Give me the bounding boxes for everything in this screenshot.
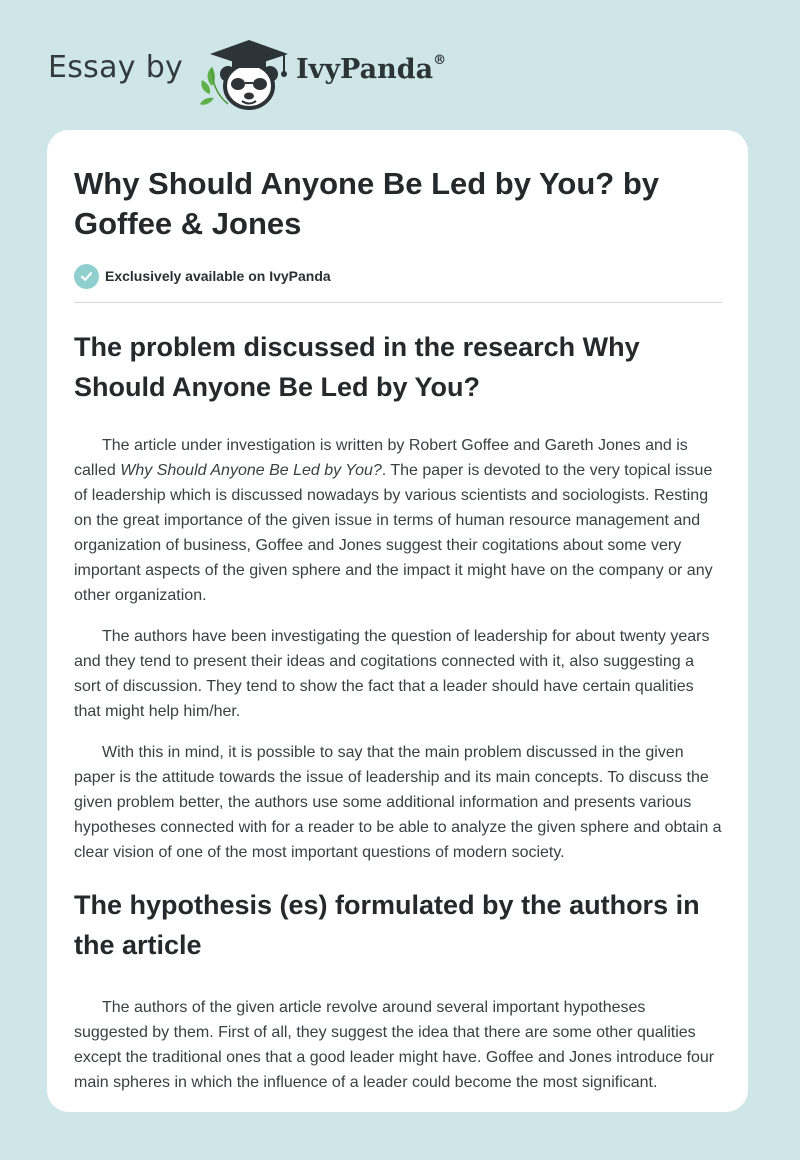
paragraph-4: The authors of the given article revolve around several important hypotheses suggested by them. First of all, they suggest the idea that there are some other qualities except the traditional ones that a good leader might have. Goffee and Jones introduce four main spheres in which the influence of a leader could become the most significant.: [74, 999, 715, 1091]
exclusive-badge: [74, 262, 722, 290]
paragraph-1-end: . The paper is devoted to the very topical issue of leadership which is discussed nowadays by various scientists and sociologists. Resting on the great importance of the given issue in terms of human resource management and organization of business, Goffee and Jones suggest their cogitations about some very important aspects of the given sphere and the impact it might have on the company or any other organization.: [74, 462, 713, 604]
paragraph-1: [74, 433, 722, 608]
brand-name: IvyPanda: [296, 54, 434, 85]
essay-by-label: Essay by: [48, 50, 184, 85]
brand-logo-text[interactable]: [296, 54, 446, 85]
check-icon: [74, 264, 99, 289]
paragraph-3: With this in mind, it is possible to say that the main problem discussed in the given paper is the attitude towards the issue of leadership and its main concepts. To discuss the given problem better, the authors use some additional information and presents various hypotheses connected with for a reader to be able to analyze the given sphere and obtain a clear vision of one of the most important questions of modern society.: [74, 744, 722, 861]
article-title-italic: Why Should Anyone Be Led by You?: [120, 462, 382, 479]
registered-mark: ®: [433, 53, 447, 68]
page-title: Why Should Anyone Be Led by You? by Goffee & Jones: [74, 166, 660, 241]
divider: [74, 302, 722, 303]
panda-graduate-logo-icon[interactable]: [198, 34, 294, 112]
exclusive-label: Exclusively available on IvyPanda: [105, 268, 331, 284]
paragraph-1-start: The article under investigation is written by Robert Goffee and Gareth Jones and is called: [74, 437, 688, 479]
essay-card: [47, 130, 748, 1112]
paragraph-2: The authors have been investigating the question of leadership for about twenty years and they tend to present their ideas and cogitations connected with it, also suggesting a sort of discussion. They tend to show the fact that a leader should have certain qualities that might help him/her.: [74, 628, 710, 720]
section-heading-problem: The problem discussed in the research Why Should Anyone Be Led by You?: [74, 332, 640, 402]
section-heading-hypothesis: The hypothesis (es) formulated by the authors in the article: [74, 890, 700, 960]
site-header: [0, 0, 800, 130]
